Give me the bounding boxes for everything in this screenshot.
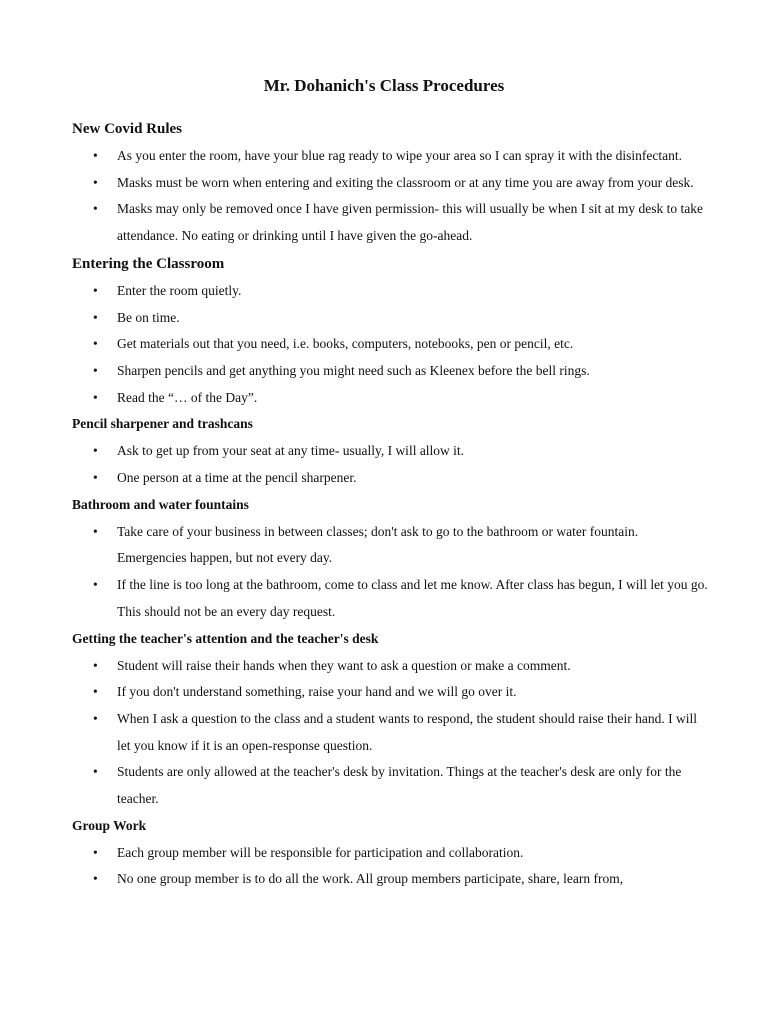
section-heading: Getting the teacher's attention and the teacher's desk (72, 630, 379, 646)
bullet-list (72, 438, 708, 491)
bullet-list (72, 519, 708, 626)
section-new-covid-rules (72, 117, 708, 250)
list-item: • Enter the room quietly. (72, 278, 708, 305)
section-heading: New Covid Rules (72, 121, 183, 137)
section-heading: Entering the Classroom (72, 255, 225, 272)
list-item: • Students are only allowed at the teacher's desk by invitation. Things at the teacher's desk are only for the teacher. (72, 759, 708, 812)
list-item: • Student will raise their hands when they want to ask a question or make a comment. (72, 653, 708, 680)
bullet-list (72, 840, 708, 893)
list-item: • If the line is too long at the bathroom, come to class and let me know. After class has begun, I will let you go. This should not be an every day request. (72, 572, 708, 625)
section-heading: Group Work (72, 817, 147, 833)
list-item: • Ask to get up from your seat at any time- usually, I will allow it. (72, 438, 708, 465)
bullet-list (72, 143, 708, 250)
list-item: • Masks must be worn when entering and exiting the classroom or at any time you are away from your desk. (72, 170, 708, 197)
bullet-list (72, 653, 708, 813)
list-item: • Each group member will be responsible for participation and collaboration. (72, 840, 708, 867)
list-item: • When I ask a question to the class and a student wants to respond, the student should raise their hand. I will let you know if it is an open-response question. (72, 706, 708, 759)
list-item: • Be on time. (72, 305, 708, 332)
list-item: • If you don't understand something, raise your hand and we will go over it. (72, 679, 708, 706)
section-heading: Bathroom and water fountains (72, 496, 249, 512)
section-teacher-attention (72, 627, 708, 813)
list-item: • Masks may only be removed once I have given permission- this will usually be when I sit at my desk to take attendance. No eating or drinking until I have given the go-ahead. (72, 196, 708, 249)
section-bathroom (72, 493, 708, 626)
section-pencil-sharpener (72, 412, 708, 491)
list-item: • Get materials out that you need, i.e. books, computers, notebooks, pen or pencil, etc. (72, 331, 708, 358)
section-heading: Pencil sharpener and trashcans (72, 416, 253, 432)
section-entering-the-classroom (72, 252, 708, 412)
list-item: • Sharpen pencils and get anything you might need such as Kleenex before the bell rings. (72, 358, 708, 385)
list-item: • As you enter the room, have your blue rag ready to wipe your area so I can spray it with the disinfectant. (72, 143, 708, 170)
section-group-work (72, 814, 708, 893)
list-item: • Take care of your business in between classes; don't ask to go to the bathroom or water fountain. Emergencies happen, but not every day. (72, 519, 708, 572)
bullet-list (72, 278, 708, 412)
document-body (72, 117, 708, 893)
list-item: • One person at a time at the pencil sharpener. (72, 465, 708, 492)
list-item: • Read the “… of the Day”. (72, 385, 708, 412)
page-title: Mr. Dohanich's Class Procedures (263, 76, 505, 95)
list-item: • No one group member is to do all the work. All group members participate, share, learn from, (72, 866, 708, 893)
